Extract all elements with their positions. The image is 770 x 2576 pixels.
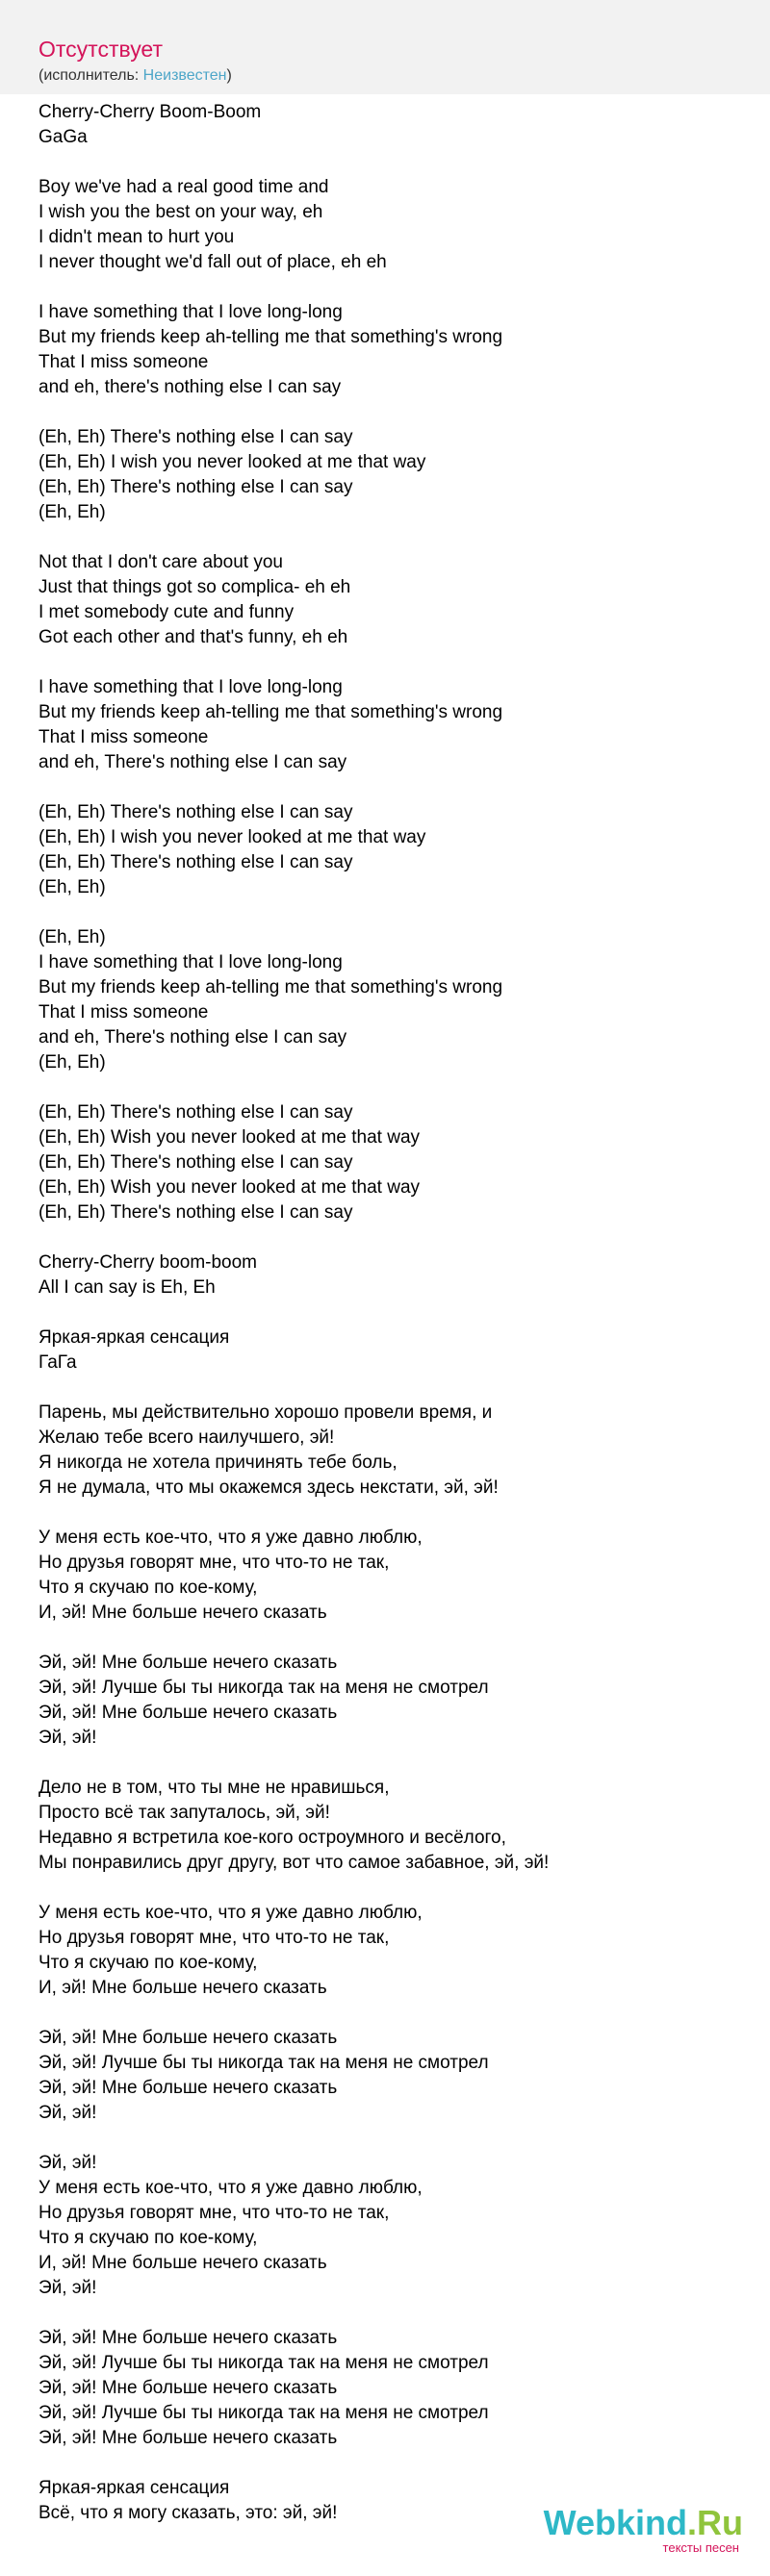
logo-tagline: тексты песен (662, 2540, 739, 2555)
lyric-line: И, эй! Мне больше нечего сказать (38, 2253, 327, 2273)
lyric-line: Эй, эй! Лучше бы ты никогда так на меня не смотрел (38, 2053, 489, 2073)
lyric-line: (Eh, Eh) There's nothing else I can say (38, 1102, 353, 1123)
stanza-gap (38, 1075, 751, 1100)
lyric-line: Я не думала, что мы окажемся здесь некстати, эй, эй! (38, 1477, 499, 1498)
lyric-line: and eh, There's nothing else I can say (38, 1027, 347, 1048)
lyric-line: I have something that I love long-long (38, 302, 343, 322)
lyric-line: I didn't mean to hurt you (38, 227, 235, 247)
lyric-line: I have something that I love long-long (38, 677, 343, 697)
lyric-line: Я никогда не хотела причинять тебе боль, (38, 1452, 398, 1473)
lyric-line: Просто всё так запуталось, эй, эй! (38, 1803, 330, 1823)
lyric-line: Эй, эй! Мне больше нечего сказать (38, 2028, 338, 2048)
lyric-line: But my friends keep ah-telling me that something's wrong (38, 327, 503, 347)
logo-wordmark (531, 2505, 743, 2541)
lyric-line: Cherry-Cherry Boom-Boom (38, 102, 262, 122)
lyric-line: Что я скучаю по кое-кому, (38, 2228, 258, 2248)
stanza-gap (38, 775, 751, 800)
lyric-line: (Eh, Eh) I wish you never looked at me that way (38, 452, 426, 472)
song-title: Отсутствует (38, 37, 163, 62)
lyric-line: Just that things got so complica- eh eh (38, 577, 351, 597)
lyric-line: Яркая-яркая сенсация (38, 2478, 230, 2498)
lyric-line: Эй, эй! Мне больше нечего сказать (38, 2328, 338, 2348)
lyric-line: I met somebody cute and funny (38, 602, 295, 622)
lyric-line: (Eh, Eh) I wish you never looked at me that way (38, 827, 426, 847)
lyric-line: (Eh, Eh) (38, 927, 106, 947)
lyric-line: Всё, что я могу сказать, это: эй, эй! (38, 2503, 338, 2523)
lyric-line: But my friends keep ah-telling me that something's wrong (38, 977, 503, 998)
stanza-gap (38, 400, 751, 425)
lyric-line: Но друзья говорят мне, что что-то не так, (38, 1928, 390, 1948)
lyric-line: И, эй! Мне больше нечего сказать (38, 1978, 327, 1998)
lyric-line: Дело не в том, что ты мне не нравишься, (38, 1778, 390, 1798)
lyric-line: Эй, эй! Мне больше нечего сказать (38, 2428, 338, 2448)
lyric-line: Эй, эй! Мне больше нечего сказать (38, 2078, 338, 2098)
stanza-gap (38, 650, 751, 675)
stanza-gap (38, 1376, 751, 1401)
lyric-line: (Eh, Eh) There's nothing else I can say (38, 802, 353, 822)
artist-line (38, 67, 232, 85)
lyric-line: Эй, эй! Мне больше нечего сказать (38, 1653, 338, 1673)
lyric-line: Что я скучаю по кое-кому, (38, 1953, 258, 1973)
lyric-line: I wish you the best on your way, eh (38, 202, 323, 222)
lyric-line: (Eh, Eh) There's nothing else I can say (38, 1202, 353, 1223)
stanza-gap (38, 2451, 751, 2476)
lyric-line: Но друзья говорят мне, что что-то не так, (38, 2203, 390, 2223)
lyric-line: I never thought we'd fall out of place, eh eh (38, 252, 387, 272)
stanza-gap (38, 1301, 751, 1326)
site-logo[interactable] (531, 2505, 743, 2559)
song-header (0, 0, 770, 94)
lyric-line: И, эй! Мне больше нечего сказать (38, 1603, 327, 1623)
artist-suffix: ) (226, 67, 232, 84)
stanza-gap (38, 1876, 751, 1901)
stanza-gap (38, 2126, 751, 2151)
lyric-line: GaGa (38, 127, 88, 147)
lyric-line: (Eh, Eh) There's nothing else I can say (38, 1152, 353, 1173)
artist-prefix: (исполнитель: (38, 67, 143, 84)
lyric-line: Эй, эй! Лучше бы ты никогда так на меня не смотрел (38, 2353, 489, 2373)
stanza-gap (38, 2001, 751, 2026)
lyric-line: and eh, there's nothing else I can say (38, 377, 342, 397)
lyric-line: У меня есть кое-что, что я уже давно люблю, (38, 1903, 423, 1923)
logo-name: Webkind (543, 2503, 687, 2542)
lyric-line: У меня есть кое-что, что я уже давно люблю, (38, 2178, 423, 2198)
lyric-line: ГаГа (38, 1352, 77, 1373)
artist-link[interactable]: Неизвестен (142, 67, 227, 84)
lyric-line: Что я скучаю по кое-кому, (38, 1578, 258, 1598)
lyric-line: (Eh, Eh) There's nothing else I can say (38, 852, 353, 872)
lyric-line: У меня есть кое-что, что я уже давно люблю, (38, 1528, 423, 1548)
stanza-gap (38, 1626, 751, 1651)
stanza-gap (38, 900, 751, 925)
lyric-line: That I miss someone (38, 1002, 209, 1023)
lyric-line: (Eh, Eh) Wish you never looked at me that way (38, 1127, 421, 1148)
lyric-line: Эй, эй! Лучше бы ты никогда так на меня не смотрел (38, 1678, 489, 1698)
lyric-line: Boy we've had a real good time and (38, 177, 329, 197)
lyric-line: Яркая-яркая сенсация (38, 1327, 230, 1348)
lyric-line: Мы понравились друг другу, вот что самое забавное, эй, эй! (38, 1853, 550, 1873)
lyric-line: Недавно я встретила кое-кого остроумного и весёлого, (38, 1828, 506, 1848)
stanza-gap (38, 1225, 751, 1250)
lyric-line: Эй, эй! (38, 2103, 97, 2123)
lyric-line: That I miss someone (38, 727, 209, 747)
lyric-line: Но друзья говорят мне, что что-то не так, (38, 1553, 390, 1573)
stanza-gap (38, 1501, 751, 1526)
stanza-gap (38, 2301, 751, 2326)
lyric-line: Желаю тебе всего наилучшего, эй! (38, 1427, 335, 1448)
lyric-line: (Eh, Eh) (38, 1052, 106, 1073)
lyric-line: Эй, эй! Лучше бы ты никогда так на меня не смотрел (38, 2403, 489, 2423)
lyric-line: Эй, эй! Мне больше нечего сказать (38, 2378, 338, 2398)
lyric-line: (Eh, Eh) There's nothing else I can say (38, 427, 353, 447)
lyric-line: and eh, There's nothing else I can say (38, 752, 347, 772)
lyric-line: Эй, эй! Мне больше нечего сказать (38, 1703, 338, 1723)
stanza-gap (38, 275, 751, 300)
stanza-gap (38, 525, 751, 550)
lyric-line: Got each other and that's funny, eh eh (38, 627, 348, 647)
lyric-line: (Eh, Eh) (38, 502, 106, 522)
lyric-line: But my friends keep ah-telling me that something's wrong (38, 702, 503, 722)
lyric-line: All I can say is Eh, Eh (38, 1277, 216, 1298)
lyric-line: Cherry-Cherry boom-boom (38, 1252, 258, 1273)
lyric-line: Эй, эй! (38, 2153, 97, 2173)
lyric-line: Эй, эй! (38, 1728, 97, 1748)
lyrics-body (38, 100, 751, 2526)
lyric-line: I have something that I love long-long (38, 952, 343, 972)
lyric-line: (Eh, Eh) There's nothing else I can say (38, 477, 353, 497)
lyric-line: Парень, мы действительно хорошо провели время, и (38, 1402, 493, 1423)
logo-domain-suffix: .Ru (687, 2503, 743, 2542)
lyric-line: (Eh, Eh) (38, 877, 106, 897)
lyric-line: Эй, эй! (38, 2278, 97, 2298)
lyric-line: That I miss someone (38, 352, 209, 372)
lyric-line: Not that I don't care about you (38, 552, 283, 572)
stanza-gap (38, 150, 751, 175)
stanza-gap (38, 1751, 751, 1776)
lyric-line: (Eh, Eh) Wish you never looked at me that way (38, 1177, 421, 1198)
